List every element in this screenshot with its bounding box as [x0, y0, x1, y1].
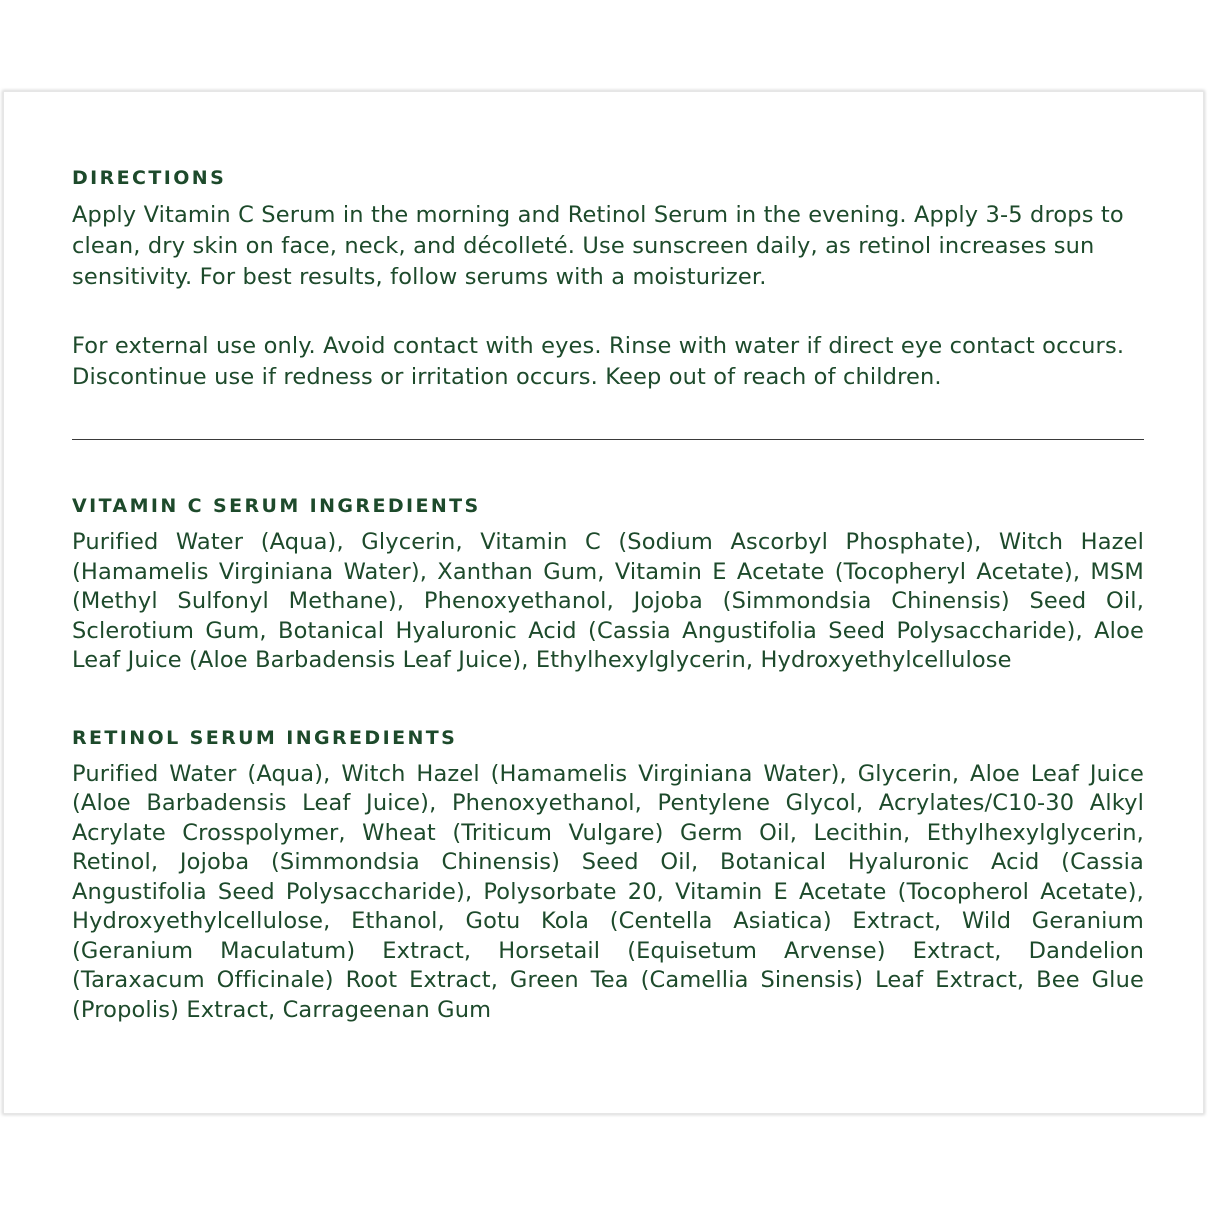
directions-heading: DIRECTIONS: [72, 167, 227, 189]
warning-text: For external use only. Avoid contact with eyes. Rinse with water if direct eye contact occurs. Discontinue use if redness or irritation occurs. Keep out of reach of children.: [72, 333, 1125, 390]
label-content: [72, 166, 1144, 1025]
vitamin-c-ingredients: Purified Water (Aqua), Glycerin, Vitamin C (Sodium Ascorbyl Phosphate), Witch Hazel (Hamamelis Virginiana Water), Xanthan Gum, Vitamin E Acetate (Tocopheryl Acetate), MSM (Methyl Sulfonyl Methane), Phenoxyethanol, Jojoba (Simmondsia Chinensis) Seed Oil, Sclerotium Gum, Botanical Hyaluronic Acid (Cassia Angustifolia Seed Polysaccharide), Aloe Leaf Juice (Aloe Barbadensis Leaf Juice), Ethylhexylglycerin, Hydroxyethylcellulose: [72, 529, 1144, 673]
retinol-ingredients: Purified Water (Aqua), Witch Hazel (Hamamelis Virginiana Water), Glycerin, Aloe Leaf Juice (Aloe Barbadensis Leaf Juice), Phenoxyethanol, Pentylene Glycol, Acrylates/C10-30 Alkyl Acrylate Crosspolymer, Wheat (Triticum Vulgare) Germ Oil, Lecithin, Ethylhexylglycerin, Retinol, Jojoba (Simmondsia Chinensis) Seed Oil, Botanical Hyaluronic Acid (Cassia Angustifolia Seed Polysaccharide), Polysorbate 20, Vitamin E Acetate (Tocopherol Acetate), Hydroxyethylcellulose, Ethanol, Gotu Kola (Centella Asiatica) Extract, Wild Geranium (Geranium Maculatum) Extract, Horsetail (Equisetum Arvense) Extract, Dandelion (Taraxacum Officinale) Root Extract, Green Tea (Camellia Sinensis) Leaf Extract, Bee Glue (Propolis) Extract, Carrageenan Gum: [72, 760, 1144, 1023]
section-divider: [72, 439, 1144, 440]
retinol-heading: RETINOL SERUM INGREDIENTS: [72, 726, 458, 749]
vitamin-c-heading: VITAMIN C SERUM INGREDIENTS: [72, 495, 481, 517]
directions-text: Apply Vitamin C Serum in the morning and Retinol Serum in the evening. Apply 3-5 drops to clean, dry skin on face, neck, and décolleté. Use sunscreen daily, as retinol increases sun sensitivity. For best results, follow serums with a moisturizer.: [72, 202, 1124, 290]
label-panel: [3, 91, 1204, 1114]
